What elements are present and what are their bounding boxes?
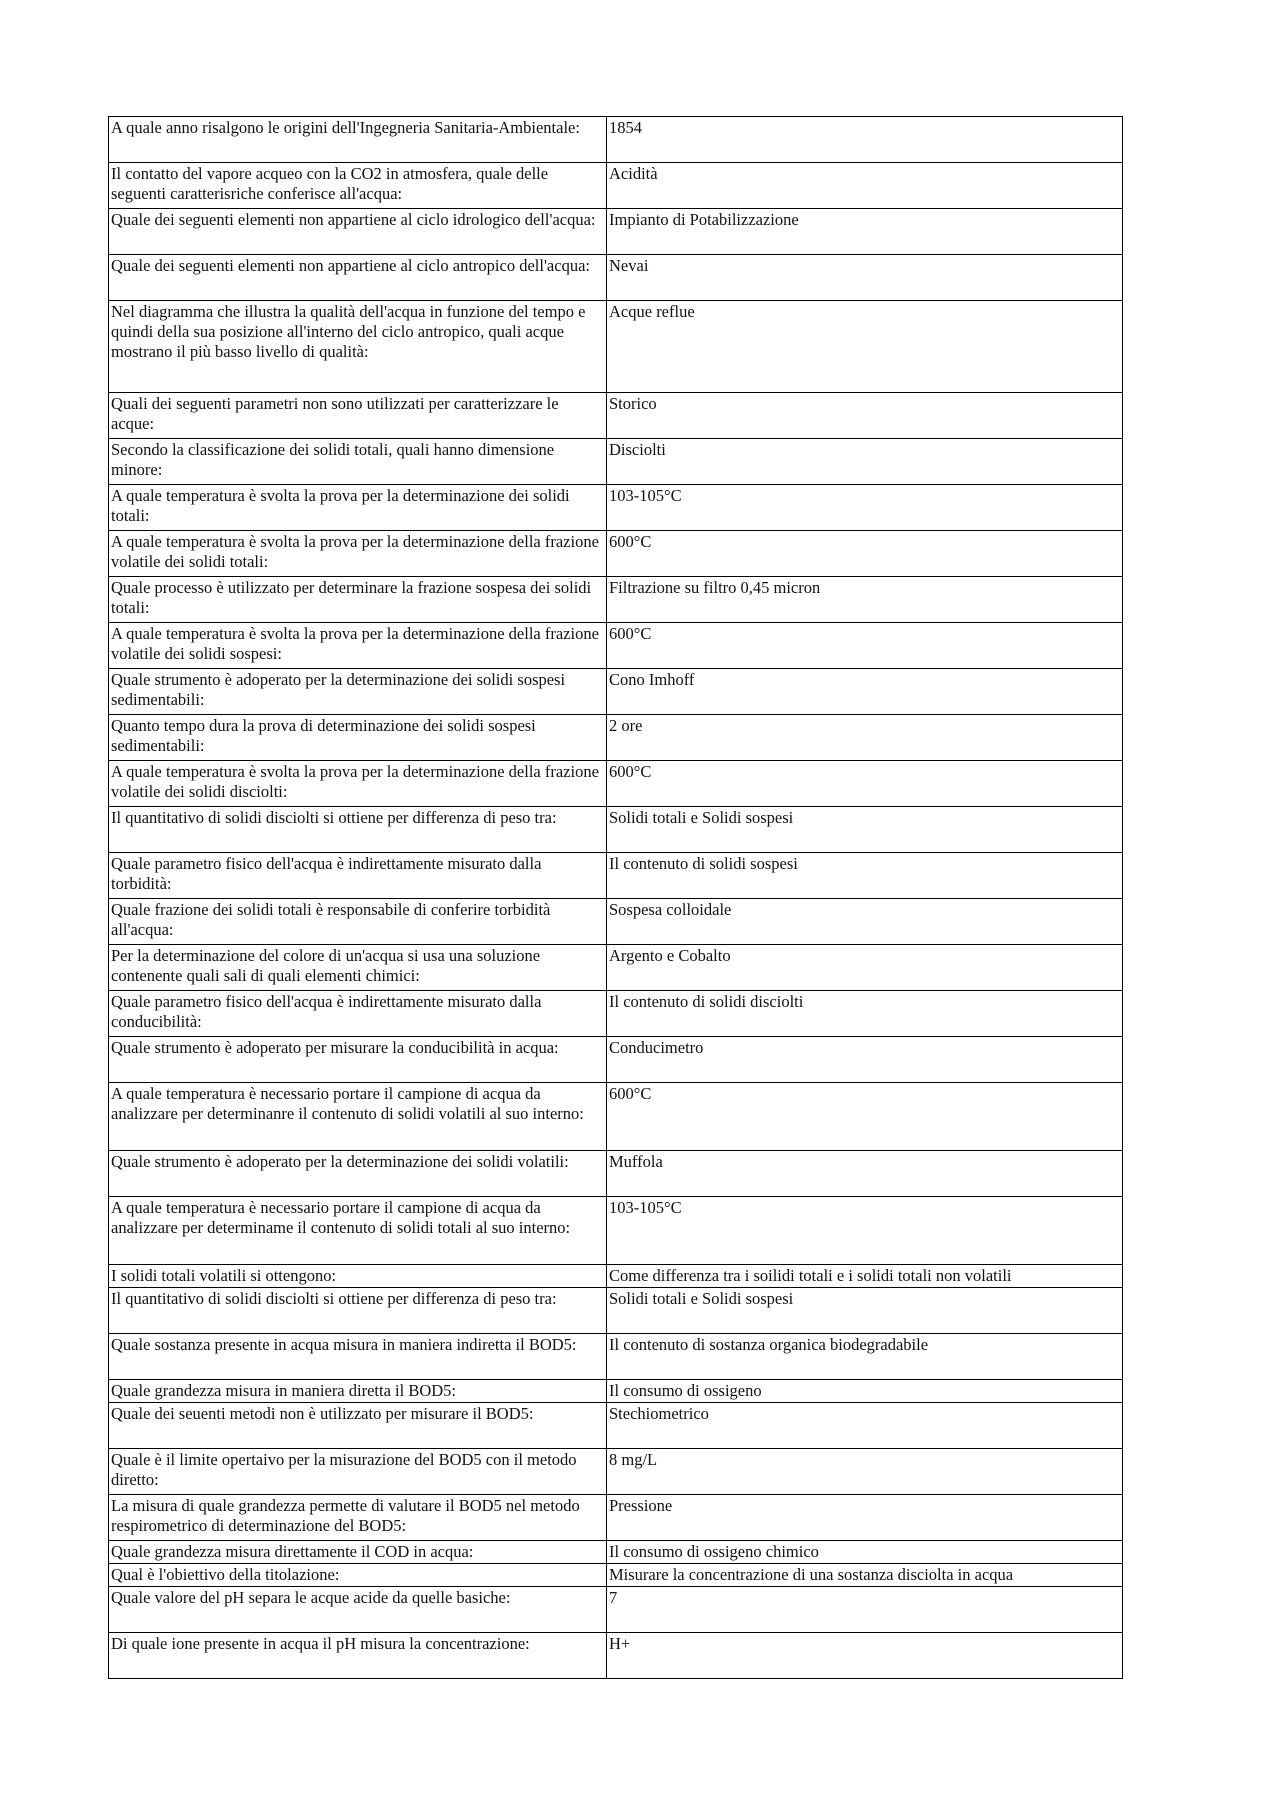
question-cell: A quale anno risalgono le origini dell'Ingegneria Sanitaria-Ambientale: <box>109 117 607 163</box>
question-cell: Quale parametro fisico dell'acqua è indirettamente misurato dalla conducibilità: <box>109 991 607 1037</box>
question-cell: Nel diagramma che illustra la qualità dell'acqua in funzione del tempo e quindi della sua posizione all'interno del ciclo antropico, quali acque mostrano il più basso livello di qualità: <box>109 301 607 393</box>
table-row <box>109 899 1123 945</box>
question-cell: Quanto tempo dura la prova di determinazione dei solidi sospesi sedimentabili: <box>109 715 607 761</box>
table-row <box>109 1380 1123 1403</box>
question-cell: Il contatto del vapore acqueo con la CO2 in atmosfera, quale delle seguenti caratterisriche conferisce all'acqua: <box>109 163 607 209</box>
table-row <box>109 1564 1123 1587</box>
answer-cell: Pressione <box>607 1495 1123 1541</box>
answer-cell: Il contenuto di solidi sospesi <box>607 853 1123 899</box>
answer-cell: 8 mg/L <box>607 1449 1123 1495</box>
answer-cell: Come differenza tra i soilidi totali e i solidi totali non volatili <box>607 1265 1123 1288</box>
table-row <box>109 1403 1123 1449</box>
answer-cell: Conducimetro <box>607 1037 1123 1083</box>
answer-cell: Acque reflue <box>607 301 1123 393</box>
question-cell: Il quantitativo di solidi disciolti si ottiene per differenza di peso tra: <box>109 1288 607 1334</box>
table-row <box>109 485 1123 531</box>
question-cell: Quale parametro fisico dell'acqua è indirettamente misurato dalla torbidità: <box>109 853 607 899</box>
table-row <box>109 255 1123 301</box>
table-row <box>109 1265 1123 1288</box>
question-cell: A quale temperatura è svolta la prova per la determinazione della frazione volatile dei solidi disciolti: <box>109 761 607 807</box>
table-row <box>109 163 1123 209</box>
question-cell: Quale dei seguenti elementi non appartiene al ciclo antropico dell'acqua: <box>109 255 607 301</box>
answer-cell: Impianto di Potabilizzazione <box>607 209 1123 255</box>
answer-cell: Misurare la concentrazione di una sostanza disciolta in acqua <box>607 1564 1123 1587</box>
question-cell: Quale grandezza misura in maniera diretta il BOD5: <box>109 1380 607 1403</box>
table-row <box>109 531 1123 577</box>
question-cell: Quale strumento è adoperato per la determinazione dei solidi sospesi sedimentabili: <box>109 669 607 715</box>
table-row <box>109 439 1123 485</box>
question-cell: Quale grandezza misura direttamente il COD in acqua: <box>109 1541 607 1564</box>
question-cell: Per la determinazione del colore di un'acqua si usa una soluzione contenente quali sali di quali elementi chimici: <box>109 945 607 991</box>
table-row <box>109 209 1123 255</box>
table-row <box>109 1197 1123 1265</box>
answer-cell: Nevai <box>607 255 1123 301</box>
question-cell: I solidi totali volatili si ottengono: <box>109 1265 607 1288</box>
answer-cell: 2 ore <box>607 715 1123 761</box>
answer-cell: Sospesa colloidale <box>607 899 1123 945</box>
question-cell: A quale temperatura è svolta la prova per la determinazione della frazione volatile dei solidi totali: <box>109 531 607 577</box>
table-row <box>109 715 1123 761</box>
answer-cell: Il consumo di ossigeno chimico <box>607 1541 1123 1564</box>
table-row <box>109 1587 1123 1633</box>
qa-table-body <box>109 117 1123 1679</box>
question-cell: A quale temperatura è svolta la prova per la determinazione dei solidi totali: <box>109 485 607 531</box>
table-row <box>109 853 1123 899</box>
question-cell: Qual è l'obiettivo della titolazione: <box>109 1564 607 1587</box>
answer-cell: Il contenuto di sostanza organica biodegradabile <box>607 1334 1123 1380</box>
question-cell: Secondo la classificazione dei solidi totali, quali hanno dimensione minore: <box>109 439 607 485</box>
table-row <box>109 623 1123 669</box>
question-cell: Quale processo è utilizzato per determinare la frazione sospesa dei solidi totali: <box>109 577 607 623</box>
answer-cell: Stechiometrico <box>607 1403 1123 1449</box>
qa-table <box>108 116 1123 1679</box>
answer-cell: Acidità <box>607 163 1123 209</box>
answer-cell: 7 <box>607 1587 1123 1633</box>
table-row <box>109 669 1123 715</box>
answer-cell: 600°C <box>607 531 1123 577</box>
answer-cell: 1854 <box>607 117 1123 163</box>
table-row <box>109 991 1123 1037</box>
answer-cell: Cono Imhoff <box>607 669 1123 715</box>
question-cell: Quale strumento è adoperato per la determinazione dei solidi volatili: <box>109 1151 607 1197</box>
question-cell: A quale temperatura è svolta la prova per la determinazione della frazione volatile dei solidi sospesi: <box>109 623 607 669</box>
table-row <box>109 761 1123 807</box>
table-row <box>109 1495 1123 1541</box>
table-row <box>109 1633 1123 1679</box>
answer-cell: 600°C <box>607 623 1123 669</box>
question-cell: Il quantitativo di solidi disciolti si ottiene per differenza di peso tra: <box>109 807 607 853</box>
question-cell: Quale valore del pH separa le acque acide da quelle basiche: <box>109 1587 607 1633</box>
question-cell: Quale dei seuenti metodi non è utilizzato per misurare il BOD5: <box>109 1403 607 1449</box>
answer-cell: Disciolti <box>607 439 1123 485</box>
answer-cell: Storico <box>607 393 1123 439</box>
table-row <box>109 301 1123 393</box>
question-cell: A quale temperatura è necessario portare il campione di acqua da analizzare per determiname il contenuto di solidi totali al suo interno: <box>109 1197 607 1265</box>
answer-cell: 600°C <box>607 761 1123 807</box>
table-row <box>109 1334 1123 1380</box>
answer-cell: Muffola <box>607 1151 1123 1197</box>
answer-cell: 600°C <box>607 1083 1123 1151</box>
answer-cell: H+ <box>607 1633 1123 1679</box>
question-cell: La misura di quale grandezza permette di valutare il BOD5 nel metodo respirometrico di determinazione del BOD5: <box>109 1495 607 1541</box>
answer-cell: Solidi totali e Solidi sospesi <box>607 807 1123 853</box>
table-row <box>109 1288 1123 1334</box>
answer-cell: Il consumo di ossigeno <box>607 1380 1123 1403</box>
table-row <box>109 1151 1123 1197</box>
answer-cell: 103-105°C <box>607 1197 1123 1265</box>
answer-cell: Argento e Cobalto <box>607 945 1123 991</box>
table-row <box>109 393 1123 439</box>
question-cell: Quale frazione dei solidi totali è responsabile di conferire torbidità all'acqua: <box>109 899 607 945</box>
answer-cell: Filtrazione su filtro 0,45 micron <box>607 577 1123 623</box>
table-row <box>109 945 1123 991</box>
table-row <box>109 1449 1123 1495</box>
question-cell: Quale è il limite opertaivo per la misurazione del BOD5 con il metodo diretto: <box>109 1449 607 1495</box>
table-row <box>109 1037 1123 1083</box>
table-row <box>109 1541 1123 1564</box>
answer-cell: Solidi totali e Solidi sospesi <box>607 1288 1123 1334</box>
table-row <box>109 117 1123 163</box>
question-cell: Quale sostanza presente in acqua misura in maniera indiretta il BOD5: <box>109 1334 607 1380</box>
question-cell: Quale strumento è adoperato per misurare la conducibilità in acqua: <box>109 1037 607 1083</box>
question-cell: Di quale ione presente in acqua il pH misura la concentrazione: <box>109 1633 607 1679</box>
answer-cell: Il contenuto di solidi disciolti <box>607 991 1123 1037</box>
question-cell: A quale temperatura è necessario portare il campione di acqua da analizzare per determinanre il contenuto di solidi volatili al suo interno: <box>109 1083 607 1151</box>
table-row <box>109 1083 1123 1151</box>
question-cell: Quali dei seguenti parametri non sono utilizzati per caratterizzare le acque: <box>109 393 607 439</box>
table-row <box>109 807 1123 853</box>
answer-cell: 103-105°C <box>607 485 1123 531</box>
table-row <box>109 577 1123 623</box>
question-cell: Quale dei seguenti elementi non appartiene al ciclo idrologico dell'acqua: <box>109 209 607 255</box>
